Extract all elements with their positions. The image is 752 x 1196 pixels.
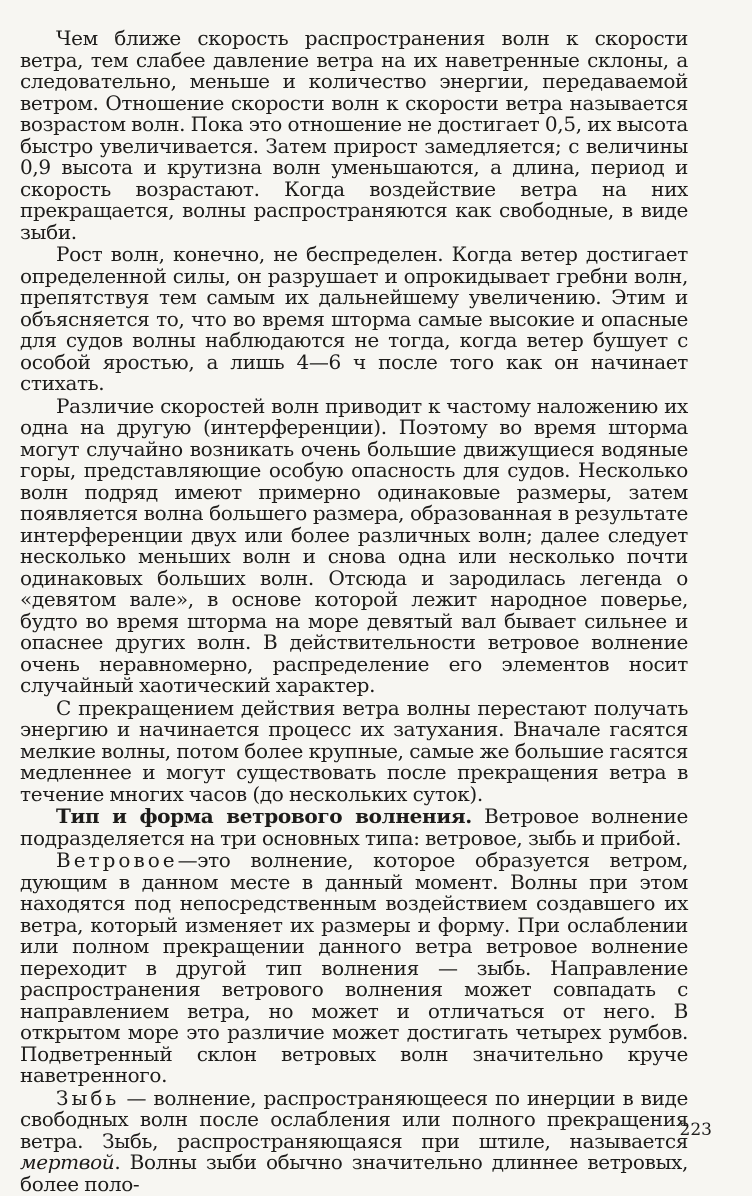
paragraph-wave-decay: С прекращением действия ветра волны перестают получать энергию и начинается процесс их затухания. Вначале гасятся мелкие волны, потом более крупные, самые же большие гасятся медленнее и могут существовать после прекращения ветра в течение многих часов (до нескольких суток). <box>20 695 688 806</box>
term-wind-waves: Ветровое <box>56 848 178 872</box>
paragraph-wave-age: Чем ближе скорость распространения волн к скорости ветра, тем слабее давление ветра на их наветренные склоны, а следовательно, меньше и количество энергии, передаваемой ветром. Отношение скорости волн к скорости ветра называется возрастом волн. Пока это отношение не достигает 0,5, их высота быстро увеличивается. Затем прирост замедляется; с величины 0,9 высота и крутизна волн уменьшаются, а длина, период и скорость возрастают. Когда воздействие ветра на них прекращается, волны распространяются как свободные, в виде зыби. <box>20 26 688 244</box>
paragraph-swell <box>20 1085 688 1196</box>
paragraph-wave-types <box>20 806 688 849</box>
paragraph-wind-waves <box>20 850 688 1087</box>
paragraph-wave-types-text: Ветровое волнение подразделяется на три основных типа: ветровое, зыбь и прибой. <box>20 804 688 850</box>
paragraph-wave-growth: Рост волн, конечно, не беспределен. Когда ветер достигает определенной силы, он разрушает и опрокидывает гребни волн, препятствуя тем самым их дальнейшему увеличению. Этим и объясняется то, что во время шторма самые высокие и опасные для судов волны наблюдаются не тогда, когда ветер бушует с особой яростью, а лишь 4—6 ч после того как он начинает стихать. <box>20 242 688 395</box>
page-text-block <box>20 28 688 1195</box>
term-swell: Зыбь <box>56 1085 120 1110</box>
paragraph-interference: Различие скоростей волн приводит к частому наложению их одна на другую (интерференции). Поэтому во время шторма могут случайно возникать очень большие движущиеся водяные горы, представляющие особую опасность для судов. Несколько волн подряд имеют примерно одинаковые размеры, затем появляется волна большего размера, образованная в результате интерференции двух или более различных волн; далее следует несколько меньших волн и снова одна или несколько почти одинаковых больших волн. Отсюда и зародилась легенда о «девятом вале», в основе которой лежит народное поверье, будто во время шторма на море девятый вал бывает сильнее и опаснее других волн. В действительности ветровое волнение очень неравномерно, распределение его элементов носит случайный хаотический характер. <box>20 393 688 697</box>
term-dead-swell: мертвой <box>20 1150 115 1174</box>
paragraph-wind-waves-text: —это волнение, которое образуется ветром, дующим в данном месте в данный момент. Волны при этом находятся под непосредственным воздействием создавшего их ветра, который изменяет их размеры и форму. При ослаблении или полном прекращении данного ветра ветровое волнение переходит в другой тип волнения — зыбь. Направление распространения ветрового волнения может совпадать с направлением ветра, но может и отличаться от него. В открытом море это различие может достигать четырех румбов. Подветренный склон ветровых волн значительно круче наветренного. <box>20 848 688 1087</box>
paragraph-swell-text-before: — волнение, распространяющееся по инерции в виде свободных волн после ослабления или полного прекращения ветра. Зыбь, распространяющаяся при штиле, называется <box>20 1085 688 1153</box>
page-number: 223 <box>679 1120 712 1140</box>
section-heading: Тип и форма ветрового волнения. <box>56 804 472 828</box>
paragraph-swell-text-after: . Волны зыби обычно значительно длиннее ветровых, более поло- <box>20 1150 688 1196</box>
